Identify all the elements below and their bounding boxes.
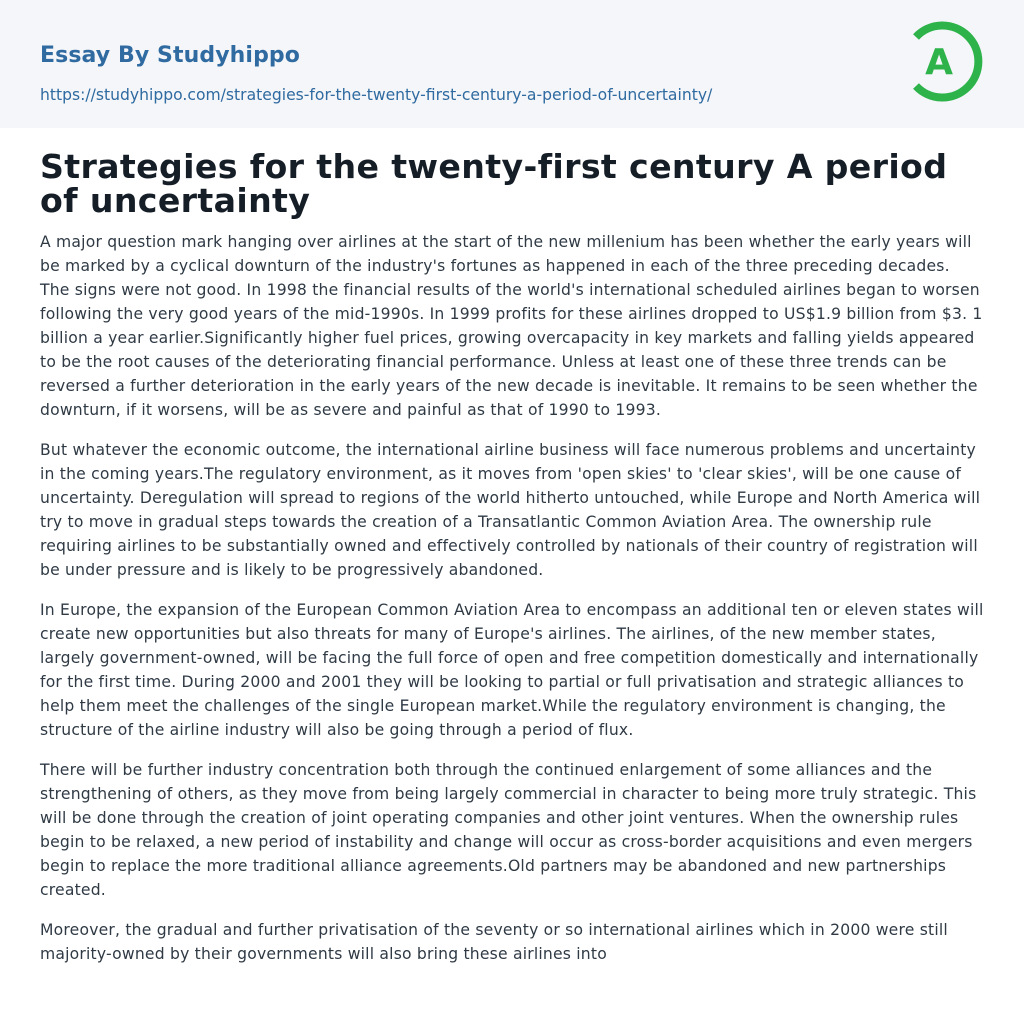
source-url-link[interactable]: https://studyhippo.com/strategies-for-the-twenty-first-century-a-period-of-uncertainty/: [40, 86, 713, 104]
paragraph-4: There will be further industry concentration both through the continued enlargement of some alliances and the strengthening of others, as they move from being largely commercial in character to being more truly strategic. This will be done through the creation of joint operating companies and other joint ventures. When the ownership rules begin to be relaxed, a new period of instability and change will occur as cross-border acquisitions and even mergers begin to replace the more traditional alliance agreements.Old partners may be abandoned and new partnerships created.: [40, 761, 977, 899]
brand-title[interactable]: Essay By Studyhippo: [40, 43, 300, 68]
page-title: Strategies for the twenty-first century A period of uncertainty: [40, 147, 948, 220]
paragraph-2: But whatever the economic outcome, the international airline business will face numerous problems and uncertainty in the coming years.The regulatory environment, as it moves from 'open skies' to 'clear skies', will be one cause of uncertainty. Deregulation will spread to regions of the world hitherto untouched, while Europe and North America will try to move in gradual steps towards the creation of a Transatlantic Common Aviation Area. The ownership rule requiring airlines to be substantially owned and effectively controlled by nationals of their country of registration will be under pressure and is likely to be progressively abandoned.: [40, 441, 981, 579]
studyhippo-logo-icon[interactable]: [912, 19, 986, 105]
logo-letter: A: [925, 42, 953, 83]
paragraph-5: Moreover, the gradual and further privatisation of the seventy or so international airlines which in 2000 were still majority-owned by their governments will also bring these airlines into: [40, 921, 948, 963]
paragraph-1: A major question mark hanging over airlines at the start of the new millenium has been whether the early years will be marked by a cyclical downturn of the industry's fortunes as happened in each of the three preceding decades. The signs were not good. In 1998 the financial results of the world's international scheduled airlines began to worsen following the very good years of the mid-1990s. In 1999 profits for these airlines dropped to US$1.9 billion from $3. 1 billion a year earlier.Significantly higher fuel prices, growing overcapacity in key markets and falling yields appeared to be the root causes of the deteriorating financial performance. Unless at least one of these three trends can be reversed a further deterioration in the early years of the new decade is inevitable. It remains to be seen whether the downturn, if it worsens, will be as severe and painful as that of 1990 to 1993.: [40, 233, 983, 419]
article: [0, 147, 1024, 966]
paragraph-3: In Europe, the expansion of the European Common Aviation Area to encompass an additional ten or eleven states will create new opportunities but also threats for many of Europe's airlines. The airlines, of the new member states, largely government-owned, will be facing the full force of open and free competition domestically and internationally for the first time. During 2000 and 2001 they will be looking to partial or full privatisation and strategic alliances to help them meet the challenges of the single European market.While the regulatory environment is changing, the structure of the airline industry will also be going through a period of flux.: [40, 601, 984, 739]
site-header: [0, 0, 1024, 128]
